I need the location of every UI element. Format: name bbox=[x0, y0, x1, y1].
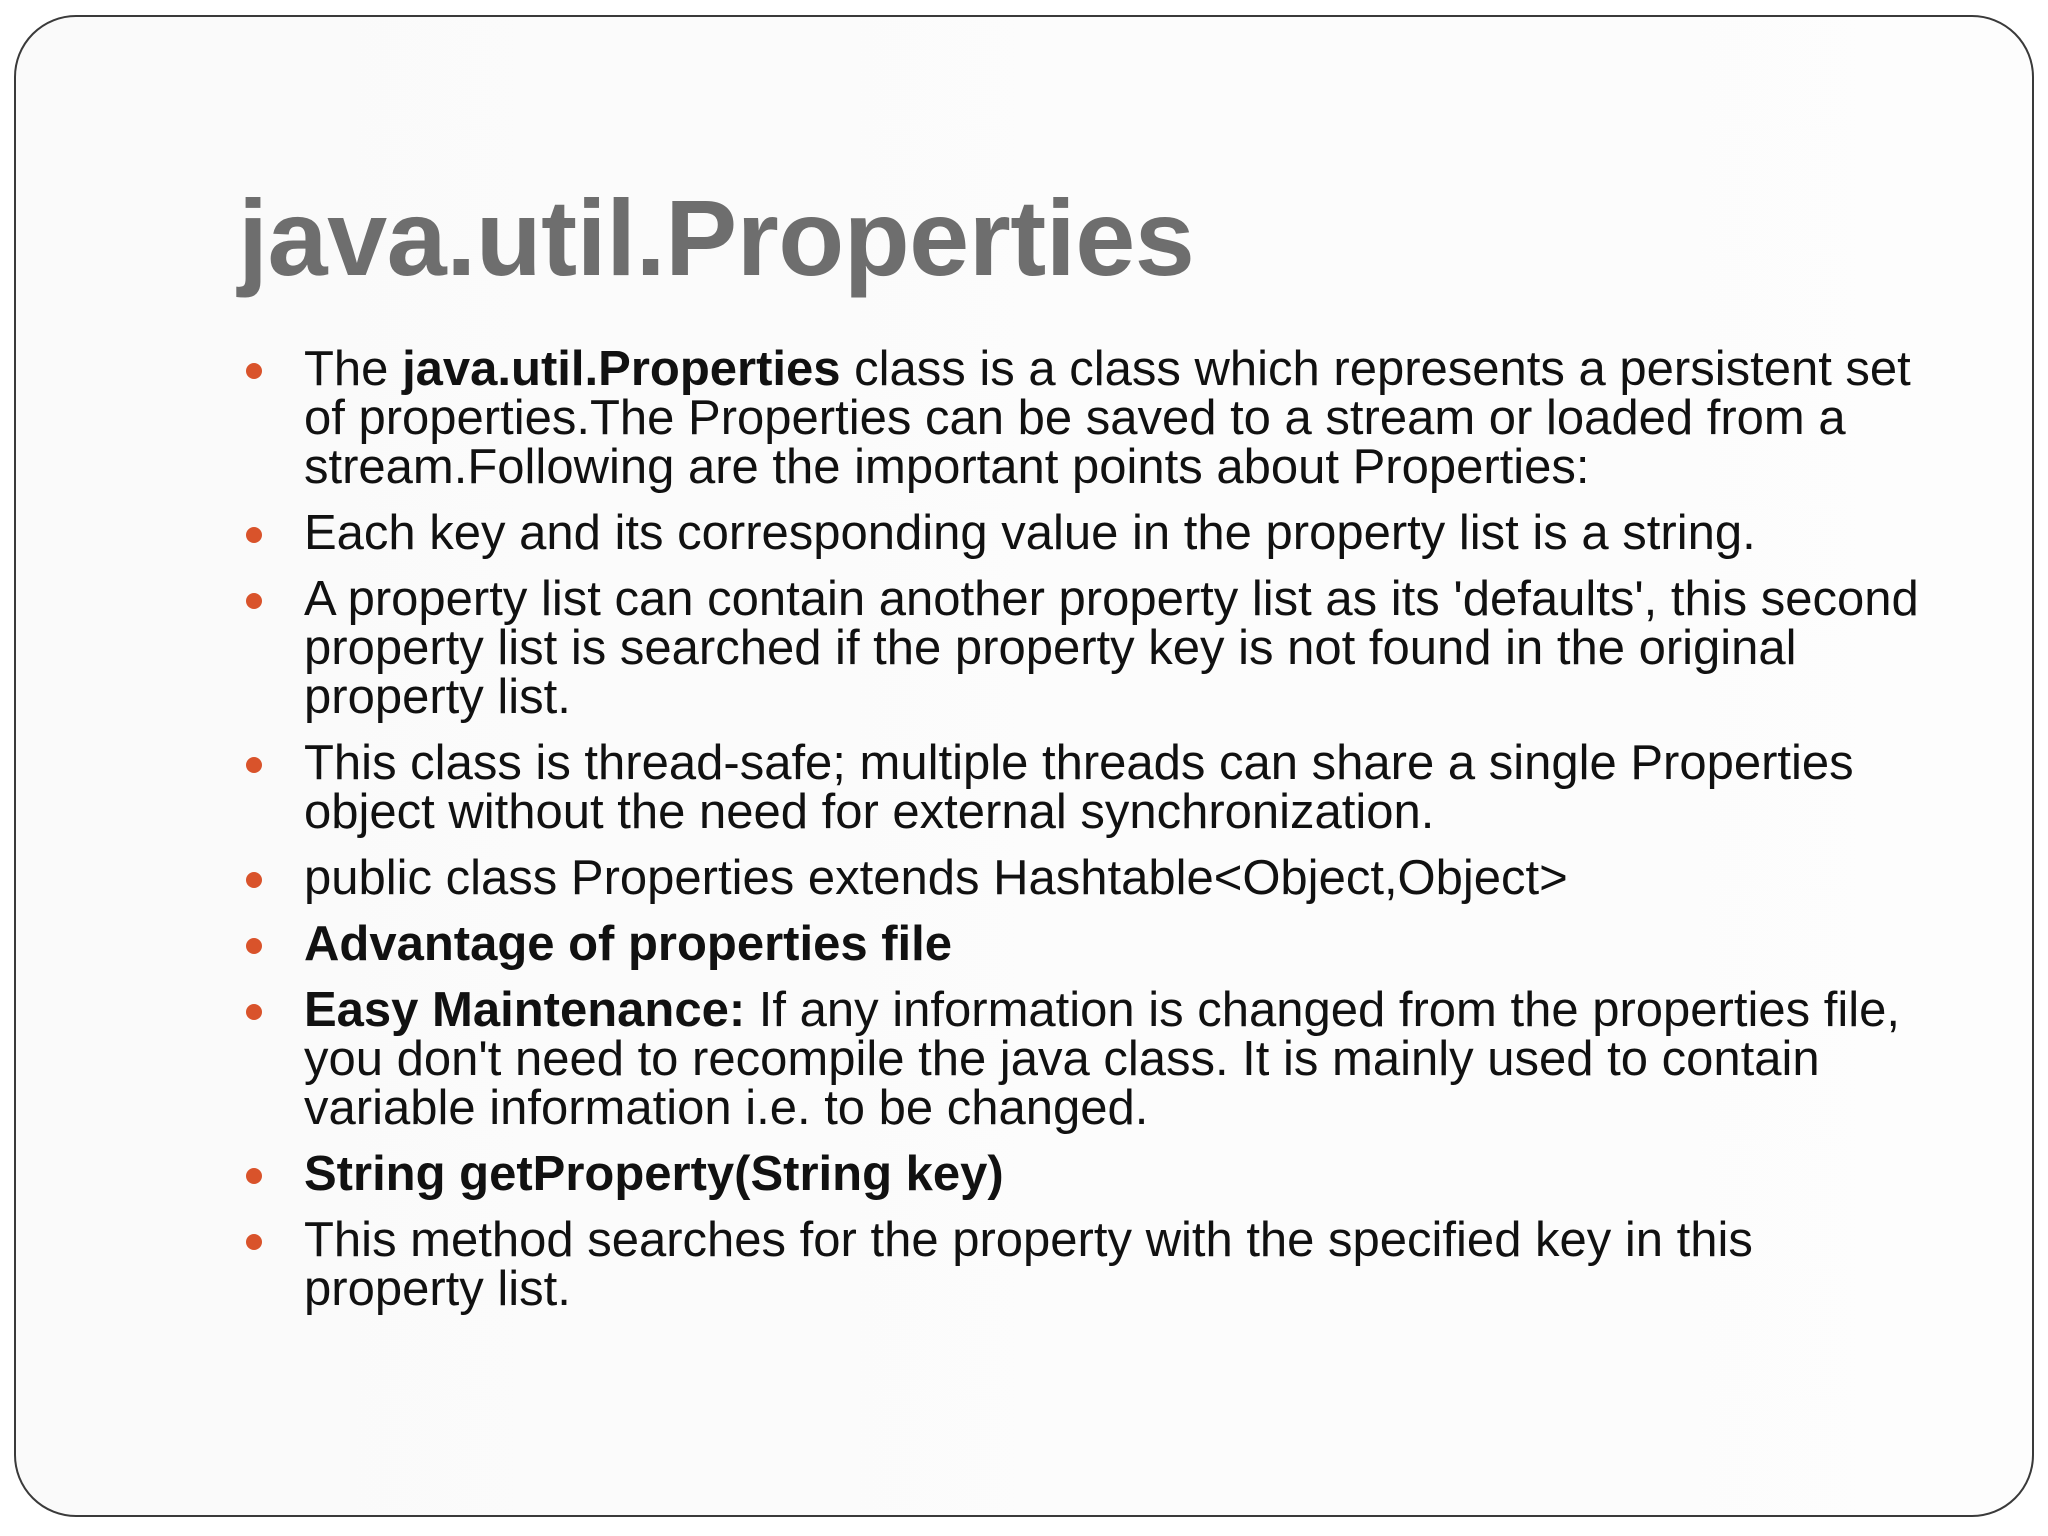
bullet-text: A property list can contain another property list as its 'defaults', this second property list is searched if the property key is not found in the original property list. bbox=[304, 572, 1919, 724]
slide-title: java.util.Properties bbox=[238, 177, 1195, 298]
bullet-item bbox=[238, 506, 1938, 560]
bullet-list bbox=[238, 342, 1938, 1331]
bullet-item bbox=[238, 851, 1938, 905]
bullet-heading: Advantage of properties file bbox=[304, 917, 953, 971]
bullet-dot-icon bbox=[246, 1168, 262, 1184]
bullet-dot-icon bbox=[246, 527, 262, 543]
bullet-item bbox=[238, 736, 1938, 839]
bullet-bold-text: Easy Maintenance: bbox=[304, 983, 746, 1037]
bullet-dot-icon bbox=[246, 1004, 262, 1020]
bullet-text: Each key and its corresponding value in the property list is a string. bbox=[304, 506, 1756, 560]
bullet-dot-icon bbox=[246, 872, 262, 888]
bullet-text: public class Properties extends Hashtable<Object,Object> bbox=[304, 851, 1568, 905]
bullet-dot-icon bbox=[246, 938, 262, 954]
bullet-dot-icon bbox=[246, 757, 262, 773]
bullet-text: class is a class which represents a persistent set of properties.The Properties can be saved to a stream or loaded from a stream.Following are the important points about Properties: bbox=[304, 342, 1911, 494]
bullet-dot-icon bbox=[246, 1234, 262, 1250]
bullet-item bbox=[238, 1147, 1938, 1201]
bullet-bold-text: java.util.Properties bbox=[402, 342, 841, 396]
bullet-item bbox=[238, 983, 1938, 1135]
bullet-text: If any information is changed from the properties file, you don't need to recompile the java class. It is mainly used to contain variable information i.e. to be changed. bbox=[304, 983, 1900, 1135]
bullet-item bbox=[238, 917, 1938, 971]
bullet-text: This method searches for the property with the specified key in this property list. bbox=[304, 1213, 1753, 1316]
bullet-text: The bbox=[304, 342, 403, 396]
bullet-text: This class is thread-safe; multiple threads can share a single Properties object without the need for external synchronization. bbox=[304, 736, 1854, 839]
bullet-dot-icon bbox=[246, 593, 262, 609]
bullet-item bbox=[238, 572, 1938, 724]
bullet-dot-icon bbox=[246, 363, 262, 379]
bullet-heading: String getProperty(String key) bbox=[304, 1147, 1004, 1201]
bullet-item bbox=[238, 342, 1938, 494]
slide bbox=[14, 15, 2034, 1517]
bullet-item bbox=[238, 1213, 1938, 1316]
